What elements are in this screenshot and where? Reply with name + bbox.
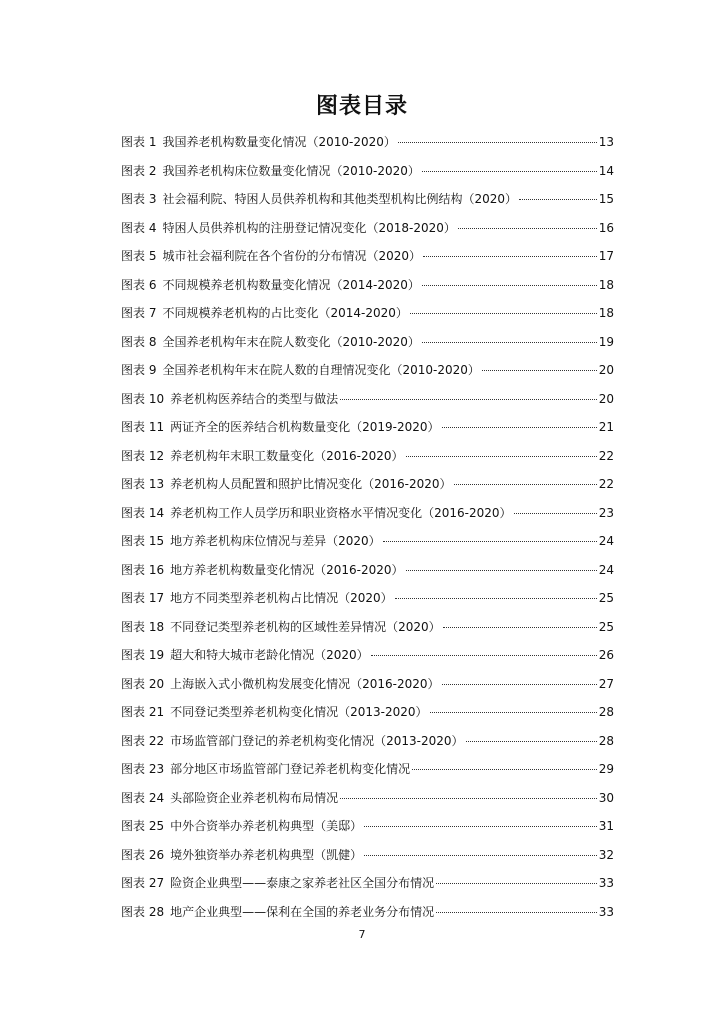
toc-entry[interactable] bbox=[121, 128, 614, 157]
toc-entry[interactable] bbox=[121, 755, 614, 784]
dot-leader bbox=[398, 141, 597, 143]
toc-entry-title: 社会福利院、特困人员供养机构和其他类型机构比例结构（2020） bbox=[162, 192, 517, 206]
toc-entry[interactable] bbox=[121, 214, 614, 243]
toc-list bbox=[121, 128, 614, 926]
toc-entry[interactable] bbox=[121, 613, 614, 642]
toc-entry[interactable] bbox=[121, 841, 614, 870]
toc-entry-page: 28 bbox=[598, 733, 614, 748]
toc-entry-page: 18 bbox=[598, 277, 614, 292]
toc-entry-page: 19 bbox=[598, 334, 614, 349]
toc-entry[interactable] bbox=[121, 299, 614, 328]
toc-entry[interactable] bbox=[121, 242, 614, 271]
toc-entry-label: 图表 28 bbox=[121, 904, 165, 919]
toc-entry-label: 图表 24 bbox=[121, 790, 165, 805]
toc-entry-label: 图表 12 bbox=[121, 448, 165, 463]
toc-entry-page: 29 bbox=[598, 762, 614, 776]
dot-leader bbox=[371, 654, 597, 656]
toc-entry-title: 险资企业典型——泰康之家养老社区全国分布情况 bbox=[170, 876, 435, 890]
toc-entry-page: 33 bbox=[598, 904, 614, 919]
toc-entry-page: 18 bbox=[598, 306, 614, 320]
toc-entry-page: 21 bbox=[598, 420, 614, 434]
toc-entry-page: 16 bbox=[598, 220, 614, 235]
dot-leader bbox=[436, 882, 597, 884]
toc-entry[interactable] bbox=[121, 328, 614, 357]
dot-leader bbox=[442, 426, 597, 428]
toc-entry-title: 地方养老机构数量变化情况（2016-2020） bbox=[170, 562, 404, 577]
dot-leader bbox=[458, 227, 597, 229]
page-number: 7 bbox=[358, 928, 366, 941]
toc-entry[interactable] bbox=[121, 499, 614, 528]
toc-entry[interactable] bbox=[121, 385, 614, 414]
toc-entry-label: 图表 9 bbox=[121, 363, 157, 377]
toc-entry-label: 图表 21 bbox=[121, 705, 165, 719]
toc-entry-page: 27 bbox=[598, 676, 614, 691]
dot-leader bbox=[423, 255, 597, 257]
toc-entry-title: 地产企业典型——保利在全国的养老业务分布情况 bbox=[170, 904, 435, 919]
toc-entry-title: 市场监管部门登记的养老机构变化情况（2013-2020） bbox=[170, 733, 464, 748]
toc-entry-page: 15 bbox=[598, 192, 614, 206]
dot-leader bbox=[364, 825, 597, 827]
toc-entry-page: 24 bbox=[598, 562, 614, 577]
dot-leader bbox=[466, 740, 597, 742]
toc-entry-label: 图表 7 bbox=[121, 306, 157, 320]
toc-entry-title: 特困人员供养机构的注册登记情况变化（2018-2020） bbox=[162, 220, 456, 235]
dot-leader bbox=[454, 483, 597, 485]
toc-entry-page: 14 bbox=[598, 163, 614, 178]
dot-leader bbox=[514, 512, 597, 514]
dot-leader bbox=[519, 198, 597, 200]
toc-entry-title: 超大和特大城市老龄化情况（2020） bbox=[170, 648, 369, 662]
toc-entry[interactable] bbox=[121, 527, 614, 556]
toc-entry-label: 图表 25 bbox=[121, 819, 165, 833]
toc-entry-page: 20 bbox=[598, 391, 614, 406]
toc-entry-label: 图表 10 bbox=[121, 391, 165, 406]
toc-entry-title: 头部险资企业养老机构布局情况 bbox=[170, 790, 339, 805]
dot-leader bbox=[383, 540, 597, 542]
toc-entry[interactable] bbox=[121, 869, 614, 898]
dot-leader bbox=[395, 597, 597, 599]
toc-entry-page: 17 bbox=[598, 249, 614, 263]
page-title: 图表目录 bbox=[315, 94, 408, 119]
toc-entry-title: 境外独资举办养老机构典型（凯健） bbox=[170, 847, 363, 862]
toc-entry-page: 13 bbox=[598, 135, 614, 149]
toc-entry-page: 26 bbox=[598, 648, 614, 662]
toc-entry-title: 地方养老机构床位情况与差异（2020） bbox=[170, 534, 381, 548]
toc-entry-title: 我国养老机构床位数量变化情况（2010-2020） bbox=[162, 163, 420, 178]
dot-leader bbox=[443, 626, 597, 628]
toc-entry-label: 图表 20 bbox=[121, 676, 165, 691]
dot-leader bbox=[430, 711, 597, 713]
toc-entry-label: 图表 16 bbox=[121, 562, 165, 577]
toc-entry-title: 养老机构医养结合的类型与做法 bbox=[170, 391, 339, 406]
toc-entry-label: 图表 3 bbox=[121, 192, 157, 206]
toc-entry-page: 24 bbox=[598, 534, 614, 548]
toc-entry-label: 图表 8 bbox=[121, 334, 157, 349]
toc-entry-page: 28 bbox=[598, 705, 614, 719]
dot-leader bbox=[340, 797, 597, 799]
toc-entry-page: 30 bbox=[598, 790, 614, 805]
toc-entry-title: 城市社会福利院在各个省份的分布情况（2020） bbox=[162, 249, 421, 263]
toc-entry-label: 图表 26 bbox=[121, 847, 165, 862]
toc-entry[interactable] bbox=[121, 727, 614, 756]
toc-entry[interactable] bbox=[121, 442, 614, 471]
toc-entry-page: 20 bbox=[598, 363, 614, 377]
toc-entry[interactable] bbox=[121, 641, 614, 670]
toc-entry-page: 33 bbox=[598, 876, 614, 890]
toc-entry-label: 图表 1 bbox=[121, 135, 157, 149]
toc-entry-title: 部分地区市场监管部门登记养老机构变化情况 bbox=[170, 762, 411, 776]
toc-entry-title: 我国养老机构数量变化情况（2010-2020） bbox=[162, 135, 396, 149]
dot-leader bbox=[406, 569, 597, 571]
toc-entry[interactable] bbox=[121, 356, 614, 385]
toc-entry-page: 22 bbox=[598, 448, 614, 463]
toc-entry-title: 地方不同类型养老机构占比情况（2020） bbox=[170, 591, 393, 605]
toc-entry-label: 图表 5 bbox=[121, 249, 157, 263]
toc-entry-label: 图表 2 bbox=[121, 163, 157, 178]
dot-leader bbox=[436, 911, 597, 913]
dot-leader bbox=[422, 170, 597, 172]
toc-entry[interactable] bbox=[121, 556, 614, 585]
toc-entry-label: 图表 13 bbox=[121, 477, 165, 491]
toc-entry[interactable] bbox=[121, 413, 614, 442]
toc-entry[interactable] bbox=[121, 470, 614, 499]
toc-entry-label: 图表 15 bbox=[121, 534, 165, 548]
toc-entry[interactable] bbox=[121, 698, 614, 727]
dot-leader bbox=[482, 369, 597, 371]
toc-entry[interactable] bbox=[121, 898, 614, 927]
toc-entry[interactable] bbox=[121, 157, 614, 186]
toc-entry-page: 22 bbox=[598, 477, 614, 491]
toc-entry-title: 上海嵌入式小微机构发展变化情况（2016-2020） bbox=[170, 676, 440, 691]
toc-entry-page: 32 bbox=[598, 847, 614, 862]
toc-entry-label: 图表 14 bbox=[121, 505, 165, 520]
toc-entry-label: 图表 27 bbox=[121, 876, 165, 890]
toc-entry-title: 中外合资举办养老机构典型（美邸） bbox=[170, 819, 363, 833]
dot-leader bbox=[364, 854, 597, 856]
toc-entry[interactable] bbox=[121, 584, 614, 613]
toc-entry-label: 图表 23 bbox=[121, 762, 165, 776]
toc-entry-label: 图表 18 bbox=[121, 619, 165, 634]
toc-entry[interactable] bbox=[121, 784, 614, 813]
dot-leader bbox=[406, 455, 597, 457]
toc-entry-page: 25 bbox=[598, 591, 614, 605]
toc-entry-title: 全国养老机构年末在院人数的自理情况变化（2010-2020） bbox=[162, 363, 480, 377]
dot-leader bbox=[422, 341, 597, 343]
toc-entry-title: 不同登记类型养老机构变化情况（2013-2020） bbox=[170, 705, 428, 719]
toc-entry[interactable] bbox=[121, 812, 614, 841]
toc-entry-page: 23 bbox=[598, 505, 614, 520]
toc-entry[interactable] bbox=[121, 670, 614, 699]
toc-entry[interactable] bbox=[121, 185, 614, 214]
toc-entry-title: 两证齐全的医养结合机构数量变化（2019-2020） bbox=[170, 420, 440, 434]
toc-entry-title: 不同登记类型养老机构的区域性差异情况（2020） bbox=[170, 619, 441, 634]
toc-entry-label: 图表 17 bbox=[121, 591, 165, 605]
toc-entry-title: 养老机构年末职工数量变化（2016-2020） bbox=[170, 448, 404, 463]
toc-entry-label: 图表 11 bbox=[121, 420, 165, 434]
toc-entry[interactable] bbox=[121, 271, 614, 300]
toc-entry-title: 不同规模养老机构数量变化情况（2014-2020） bbox=[162, 277, 420, 292]
dot-leader bbox=[410, 312, 597, 314]
toc-entry-label: 图表 19 bbox=[121, 648, 165, 662]
toc-entry-title: 不同规模养老机构的占比变化（2014-2020） bbox=[162, 306, 408, 320]
toc-entry-page: 31 bbox=[598, 819, 614, 833]
toc-entry-label: 图表 6 bbox=[121, 277, 157, 292]
dot-leader bbox=[442, 683, 597, 685]
dot-leader bbox=[412, 768, 597, 770]
toc-entry-label: 图表 4 bbox=[121, 220, 157, 235]
toc-entry-title: 养老机构工作人员学历和职业资格水平情况变化（2016-2020） bbox=[170, 505, 512, 520]
toc-entry-page: 25 bbox=[598, 619, 614, 634]
dot-leader bbox=[422, 284, 597, 286]
toc-entry-title: 养老机构人员配置和照护比情况变化（2016-2020） bbox=[170, 477, 452, 491]
toc-entry-label: 图表 22 bbox=[121, 733, 165, 748]
dot-leader bbox=[340, 398, 597, 400]
toc-entry-title: 全国养老机构年末在院人数变化（2010-2020） bbox=[162, 334, 420, 349]
